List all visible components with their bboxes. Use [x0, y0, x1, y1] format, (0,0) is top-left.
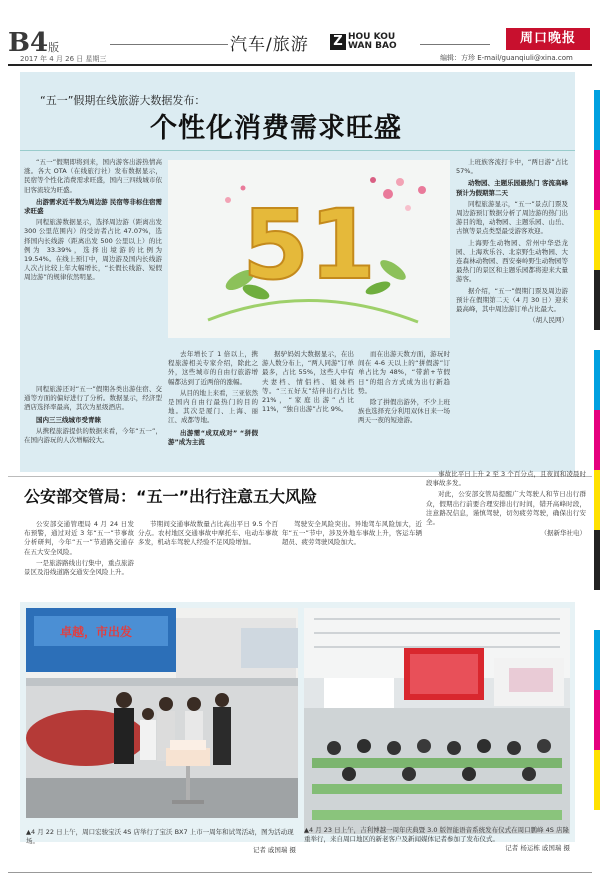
page-header	[0, 0, 600, 63]
paragraph: 去年增长了 1 倍以上，携程旅游相关专家介绍，除此之外，这些城市的自由行旅游增幅都达到了近两倍的涨幅。	[168, 350, 258, 386]
subheading: 出游需“成双成对” “拼假游”成为主流	[168, 428, 258, 446]
traffic-column-3	[282, 520, 422, 590]
photo-credit: 记者 杨运栋 戚国瑞 摄	[505, 844, 570, 852]
caption-text: ▲4 月 23 日上午，吉利博越一周年庆典暨 3.0 版智能语音系统发布仪式在周口鹏峰 4S 店隆重举行，来自周口地区的新老客户及新闻媒体记者参加了发布仪式。	[304, 826, 569, 843]
car-launch-photo	[26, 608, 298, 818]
paragraph: 公安部交通管理局 4 月 24 日发布预警，通过对近 3 年“五一”节事故分析研判，今年“五一”节道路交通存在五大安全风险。	[24, 520, 134, 556]
caption-text: ▲4 月 22 日上午，周口宏骏宝沃 4S 店举行了宝沃 BX7 上市一周年和试驾活动，图为活动现场。	[26, 828, 294, 845]
traffic-article-headline: 公安部交管局：“五一”出行注意五大风险	[24, 487, 318, 506]
paragraph: 从携程旅游提供的数据来看，今年“五一”，在国内游玩的人次增幅较大。	[24, 426, 162, 445]
article-column-2	[168, 350, 258, 468]
paragraph: 上班族客流打卡中，“两日游”占比 57%。	[456, 158, 568, 176]
brand-english: HOU KOU WAN BAO	[348, 32, 397, 51]
promo-sign-text: 卓越，市出发	[59, 625, 133, 639]
may-day-illustration-svg	[168, 160, 450, 338]
paragraph: 同程旅游数据显示，选择周边游（距离出发 300 公里范围内）的受访者占比 47.07%，选择国内长线游（距离出发 500 公里以上）的比例为 33.39%，选择出境游的比例为 19.54%。在线上预订中，周边游及国内长线游人次占比较上年大幅增长，“长假长线游、短假周边游”的规律依然明显。	[24, 218, 162, 282]
may-day-illustration	[168, 160, 450, 338]
header-rule-left	[110, 44, 228, 45]
article-column-3	[262, 350, 354, 468]
article-column-1	[24, 158, 162, 393]
paragraph: 据驴妈妈大数据显示，在出游人数分布上，“两人同游”订单最多，占比 55%，这些人中有夫妻档、情侣档、姐妹档等。“三五好友”结伴出行占比 21%，“家庭出游”占比 11%，“独自出游”占比 9%。	[262, 350, 354, 414]
section-title: 汽车/旅游	[230, 35, 309, 55]
color-registration-bar	[594, 90, 600, 810]
traffic-column-2	[138, 520, 278, 590]
paragraph: 事故比平日上升 2 至 3 个百分点，且夜间和凌晨时段事故多发。	[426, 470, 586, 488]
article-credit: （据新华社电）	[540, 529, 586, 538]
paragraph: “五一”假期即将到来，国内游客出游热情高涨。各大 OTA（在线旅行社）发布数据显示，民宿等个性化消费需求旺盛，国内三四线城市依旧客流较为旺盛。	[24, 158, 162, 194]
article-column-4	[358, 350, 450, 468]
article-credit: （胡人民网）	[529, 316, 568, 325]
paragraph: 同程旅游显示，“五一”景点门票及周边游预订数据分析了周边游的热门出游目的地，动物园、主题乐园、山岳、古镇等景点类型最受游客欢迎。	[456, 199, 568, 236]
auto-event-photo	[304, 608, 570, 834]
header-divider	[8, 64, 592, 66]
article-kicker: “五一”假期在线旅游大数据发布：	[40, 94, 206, 107]
subheading: 出游需求近半数为周边游 民宿等非标住宿需求旺盛	[24, 197, 162, 216]
paragraph: 据介绍，“五一”假期门票及周边游预计在假期第二天（4 月 30 日）迎来最高峰，其中周边游订单占比最大。	[456, 286, 568, 314]
subheading: 国内三三线城市受青睐	[36, 415, 101, 424]
may-day-digits: 51	[242, 189, 376, 301]
paragraph: 节期间交通事故数量占比高出平日 9.5 个百分点。农村地区交通事故中摩托车、电动车事故多发，机动车驾驶人经验不足风险增加。	[138, 520, 278, 547]
issue-date: 2017 年 4 月 26 日 星期三	[20, 55, 107, 63]
paragraph: 对此，公安部交管局提醒广大驾驶人和节日出行群众，假期出行前要合理安排出行时间，错开高峰时段，注意路况信息，谨慎驾驶，切勿疲劳驾驶，确保出行安全。	[426, 490, 586, 527]
headline-divider	[20, 150, 575, 151]
photo-credit: 记者 戚国瑞 摄	[252, 846, 296, 854]
paragraph: 除了拼假出游外，不少上班族也选择充分利用双休日来一场两天一夜的短途游。	[358, 398, 450, 425]
header-rule-right	[420, 44, 490, 45]
brand-letter: Z	[330, 34, 346, 50]
article-sidebar-column	[456, 158, 568, 466]
photo-caption-2	[304, 826, 570, 853]
paragraph: 从目的地上来看，三亚依然是国内自由行最热门的目的地。其次是厦门、上海、丽江、成都等地。	[168, 388, 258, 425]
paragraph: 上海野生动物园、常州中华恐龙园、上海欢乐谷、北京野生动物园、大连森林动物园、西安秦岭野生动物园等最热门的景区和主题乐园都将迎来大量游客。	[456, 238, 568, 284]
paragraph: 同程旅游还对“五一”假期各类出游住宿、交通等方面的偏好进行了分析。数据显示，经济型酒店选择率最高，其次为星级酒店。	[24, 385, 162, 412]
photo-caption-1	[26, 828, 296, 855]
article-headline: 个性化消费需求旺盛	[150, 113, 402, 144]
traffic-side-column	[426, 470, 586, 590]
page-number: B4版	[8, 28, 60, 58]
traffic-column-1	[24, 520, 134, 590]
editor-line: 编辑：方珍 E-mail/guanqiuli@xina.com	[440, 54, 573, 62]
newspaper-logo: 周口晚报	[506, 28, 590, 50]
article-column-1b	[24, 385, 162, 470]
paragraph: 一是旅游路线出行集中，重点旅游景区及沿线道路交通安全风险上升。	[24, 558, 134, 577]
subheading: 动物园、主题乐园最热门 客流高峰预计为假期第二天	[456, 179, 568, 197]
paragraph: 驾驶安全风险突出。异地驾车风险加大，近年“五一”节中，涉及外地车事故上升，客运车辆超员、疲劳驾驶风险加大。	[282, 520, 422, 547]
page-bottom-rule	[8, 872, 592, 873]
paragraph: 而在出游天数方面，游玩时间在 4-6 天以上的“拼假游”订单占比为 48%，“带薪+节假日”的组合方式成为出行新趋势。	[358, 350, 450, 395]
